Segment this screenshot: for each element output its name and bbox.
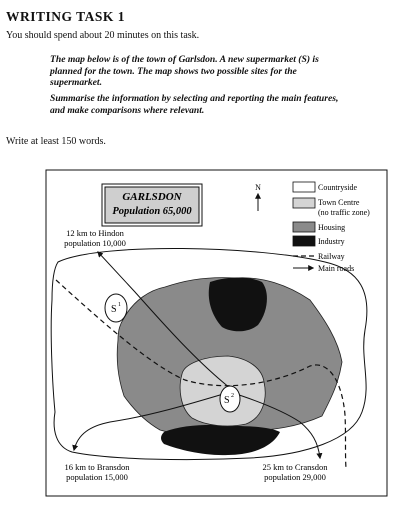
legend-railway: Railway xyxy=(318,252,345,261)
prompt-line: and make comparisons where relevant. xyxy=(50,104,205,116)
legend-countryside: Countryside xyxy=(318,183,358,192)
legend-swatch-housing xyxy=(293,222,315,232)
prompt-line: The map below is of the town of Garlsdon. A new supermarket (S) is xyxy=(50,54,319,65)
hindon-population-label: population 10,000 xyxy=(64,238,126,248)
north-label: N xyxy=(255,183,261,192)
legend-town-centre-note: (no traffic zone) xyxy=(318,208,370,217)
time-instruction: You should spend about 20 minutes on this task. xyxy=(6,30,200,41)
cransdon-population-label: population 29,000 xyxy=(264,472,326,482)
hindon-distance-label: 12 km to Hindon xyxy=(66,228,124,238)
cransdon-distance-label: 25 km to Cransdon xyxy=(262,462,328,472)
task-heading: WRITING TASK 1 xyxy=(6,9,126,24)
site-1-number: 1 xyxy=(118,302,121,308)
prompt-line: planned for the town. The map shows two possible sites for the xyxy=(50,65,297,77)
legend-swatch-industry xyxy=(293,236,315,246)
word-count-instruction: Write at least 150 words. xyxy=(6,136,106,147)
site-1-marker xyxy=(105,294,127,322)
bransdon-population-label: population 15,000 xyxy=(66,472,128,482)
legend-swatch-town-centre xyxy=(293,198,315,208)
site-2-number: 2 xyxy=(231,393,234,399)
legend-town-centre: Town Centre xyxy=(318,198,360,207)
legend-housing: Housing xyxy=(318,223,346,232)
prompt-line: Summarise the information by selecting and reporting the main features, xyxy=(50,93,339,104)
site-1-letter: S xyxy=(111,304,117,315)
site-2-marker xyxy=(220,386,240,412)
bransdon-distance-label: 16 km to Bransdon xyxy=(64,462,130,472)
site-2-letter: S xyxy=(224,395,230,406)
town-population: Population 65,000 xyxy=(112,206,192,217)
prompt-line: supermarket. xyxy=(50,77,102,88)
town-title-plate xyxy=(102,184,202,226)
town-name: GARLSDON xyxy=(122,191,182,203)
legend-main-roads: Main roads xyxy=(318,264,355,273)
legend-industry: Industry xyxy=(318,237,345,246)
legend-swatch-countryside xyxy=(293,182,315,192)
